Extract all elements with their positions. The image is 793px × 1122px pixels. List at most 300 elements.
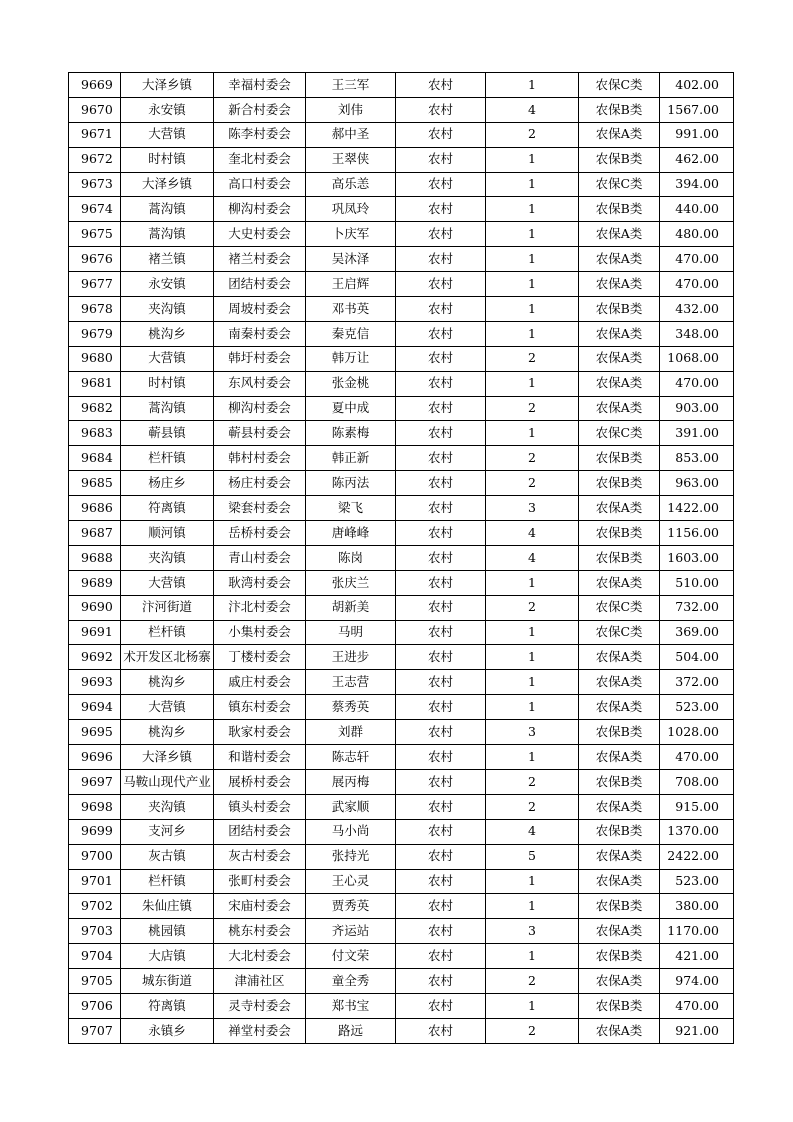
amount-cell: 470.00 <box>660 993 734 1018</box>
count-cell: 1 <box>486 247 579 272</box>
category-cell: 农保A类 <box>579 745 660 770</box>
count-cell: 1 <box>486 272 579 297</box>
category-cell: 农保A类 <box>579 1018 660 1043</box>
category-cell: 农保A类 <box>579 919 660 944</box>
category-cell: 农保A类 <box>579 346 660 371</box>
category-cell: 农保B类 <box>579 720 660 745</box>
category-cell: 农保C类 <box>579 73 660 98</box>
record-id-cell: 9677 <box>69 272 121 297</box>
table-row <box>69 396 734 421</box>
name-cell: 付文荣 <box>306 944 396 969</box>
area-type-cell: 农村 <box>396 272 486 297</box>
town-cell: 栏杆镇 <box>121 869 214 894</box>
amount-cell: 470.00 <box>660 247 734 272</box>
area-type-cell: 农村 <box>396 794 486 819</box>
count-cell: 2 <box>486 595 579 620</box>
count-cell: 2 <box>486 396 579 421</box>
area-type-cell: 农村 <box>396 819 486 844</box>
records-table-body <box>69 73 734 1044</box>
record-id-cell: 9688 <box>69 545 121 570</box>
table-row <box>69 496 734 521</box>
name-cell: 马小尚 <box>306 819 396 844</box>
town-cell: 术开发区北杨寨 <box>121 645 214 670</box>
record-id-cell: 9683 <box>69 421 121 446</box>
record-id-cell: 9703 <box>69 919 121 944</box>
town-cell: 夹沟镇 <box>121 794 214 819</box>
record-id-cell: 9682 <box>69 396 121 421</box>
area-type-cell: 农村 <box>396 720 486 745</box>
area-type-cell: 农村 <box>396 545 486 570</box>
town-cell: 大营镇 <box>121 695 214 720</box>
village-cell: 镇东村委会 <box>214 695 306 720</box>
amount-cell: 523.00 <box>660 869 734 894</box>
count-cell: 1 <box>486 745 579 770</box>
town-cell: 时村镇 <box>121 371 214 396</box>
category-cell: 农保A类 <box>579 695 660 720</box>
town-cell: 汴河街道 <box>121 595 214 620</box>
name-cell: 路远 <box>306 1018 396 1043</box>
name-cell: 刘伟 <box>306 97 396 122</box>
amount-cell: 915.00 <box>660 794 734 819</box>
count-cell: 2 <box>486 769 579 794</box>
town-cell: 栏杆镇 <box>121 620 214 645</box>
category-cell: 农保A类 <box>579 844 660 869</box>
amount-cell: 853.00 <box>660 446 734 471</box>
amount-cell: 1603.00 <box>660 545 734 570</box>
record-id-cell: 9689 <box>69 570 121 595</box>
village-cell: 高口村委会 <box>214 172 306 197</box>
amount-cell: 470.00 <box>660 272 734 297</box>
amount-cell: 504.00 <box>660 645 734 670</box>
area-type-cell: 农村 <box>396 944 486 969</box>
table-row <box>69 869 734 894</box>
area-type-cell: 农村 <box>396 371 486 396</box>
village-cell: 岳桥村委会 <box>214 521 306 546</box>
area-type-cell: 农村 <box>396 346 486 371</box>
count-cell: 1 <box>486 197 579 222</box>
village-cell: 南秦村委会 <box>214 321 306 346</box>
count-cell: 1 <box>486 73 579 98</box>
name-cell: 王三军 <box>306 73 396 98</box>
area-type-cell: 农村 <box>396 620 486 645</box>
name-cell: 陈志轩 <box>306 745 396 770</box>
record-id-cell: 9698 <box>69 794 121 819</box>
town-cell: 大泽乡镇 <box>121 73 214 98</box>
category-cell: 农保A类 <box>579 321 660 346</box>
category-cell: 农保C类 <box>579 620 660 645</box>
area-type-cell: 农村 <box>396 645 486 670</box>
amount-cell: 1170.00 <box>660 919 734 944</box>
amount-cell: 1028.00 <box>660 720 734 745</box>
town-cell: 朱仙庄镇 <box>121 894 214 919</box>
name-cell: 王志营 <box>306 670 396 695</box>
area-type-cell: 农村 <box>396 97 486 122</box>
count-cell: 1 <box>486 321 579 346</box>
category-cell: 农保A类 <box>579 496 660 521</box>
table-row <box>69 297 734 322</box>
record-id-cell: 9694 <box>69 695 121 720</box>
town-cell: 灰古镇 <box>121 844 214 869</box>
category-cell: 农保B类 <box>579 993 660 1018</box>
count-cell: 1 <box>486 421 579 446</box>
record-id-cell: 9700 <box>69 844 121 869</box>
amount-cell: 510.00 <box>660 570 734 595</box>
amount-cell: 523.00 <box>660 695 734 720</box>
record-id-cell: 9691 <box>69 620 121 645</box>
category-cell: 农保B类 <box>579 197 660 222</box>
count-cell: 1 <box>486 222 579 247</box>
town-cell: 大泽乡镇 <box>121 172 214 197</box>
table-row <box>69 446 734 471</box>
category-cell: 农保A类 <box>579 371 660 396</box>
town-cell: 城东街道 <box>121 969 214 994</box>
area-type-cell: 农村 <box>396 471 486 496</box>
count-cell: 2 <box>486 446 579 471</box>
amount-cell: 470.00 <box>660 371 734 396</box>
table-row <box>69 620 734 645</box>
count-cell: 4 <box>486 545 579 570</box>
amount-cell: 974.00 <box>660 969 734 994</box>
category-cell: 农保B类 <box>579 819 660 844</box>
area-type-cell: 农村 <box>396 894 486 919</box>
area-type-cell: 农村 <box>396 73 486 98</box>
village-cell: 幸福村委会 <box>214 73 306 98</box>
table-row <box>69 521 734 546</box>
village-cell: 梁套村委会 <box>214 496 306 521</box>
table-row <box>69 769 734 794</box>
count-cell: 4 <box>486 819 579 844</box>
count-cell: 2 <box>486 346 579 371</box>
record-id-cell: 9673 <box>69 172 121 197</box>
record-id-cell: 9670 <box>69 97 121 122</box>
amount-cell: 432.00 <box>660 297 734 322</box>
name-cell: 齐运站 <box>306 919 396 944</box>
category-cell: 农保A类 <box>579 969 660 994</box>
category-cell: 农保B类 <box>579 446 660 471</box>
record-id-cell: 9690 <box>69 595 121 620</box>
village-cell: 耿湾村委会 <box>214 570 306 595</box>
count-cell: 1 <box>486 570 579 595</box>
name-cell: 武家顺 <box>306 794 396 819</box>
amount-cell: 1156.00 <box>660 521 734 546</box>
village-cell: 周坡村委会 <box>214 297 306 322</box>
category-cell: 农保A类 <box>579 247 660 272</box>
village-cell: 韩圩村委会 <box>214 346 306 371</box>
area-type-cell: 农村 <box>396 321 486 346</box>
village-cell: 团结村委会 <box>214 819 306 844</box>
town-cell: 大营镇 <box>121 122 214 147</box>
category-cell: 农保A类 <box>579 222 660 247</box>
amount-cell: 903.00 <box>660 396 734 421</box>
town-cell: 蕲县镇 <box>121 421 214 446</box>
village-cell: 奎北村委会 <box>214 147 306 172</box>
town-cell: 栏杆镇 <box>121 446 214 471</box>
category-cell: 农保B类 <box>579 944 660 969</box>
category-cell: 农保B类 <box>579 97 660 122</box>
village-cell: 杨庄村委会 <box>214 471 306 496</box>
category-cell: 农保B类 <box>579 769 660 794</box>
name-cell: 陈素梅 <box>306 421 396 446</box>
name-cell: 王翠侠 <box>306 147 396 172</box>
town-cell: 大营镇 <box>121 570 214 595</box>
amount-cell: 470.00 <box>660 745 734 770</box>
area-type-cell: 农村 <box>396 122 486 147</box>
table-row <box>69 73 734 98</box>
amount-cell: 1422.00 <box>660 496 734 521</box>
town-cell: 大营镇 <box>121 346 214 371</box>
category-cell: 农保A类 <box>579 794 660 819</box>
record-id-cell: 9679 <box>69 321 121 346</box>
town-cell: 时村镇 <box>121 147 214 172</box>
name-cell: 王启辉 <box>306 272 396 297</box>
area-type-cell: 农村 <box>396 247 486 272</box>
table-row <box>69 720 734 745</box>
area-type-cell: 农村 <box>396 993 486 1018</box>
name-cell: 胡新美 <box>306 595 396 620</box>
category-cell: 农保A类 <box>579 396 660 421</box>
table-row <box>69 570 734 595</box>
village-cell: 宋庙村委会 <box>214 894 306 919</box>
amount-cell: 380.00 <box>660 894 734 919</box>
category-cell: 农保B类 <box>579 147 660 172</box>
town-cell: 夹沟镇 <box>121 297 214 322</box>
amount-cell: 1567.00 <box>660 97 734 122</box>
amount-cell: 963.00 <box>660 471 734 496</box>
record-id-cell: 9675 <box>69 222 121 247</box>
count-cell: 1 <box>486 645 579 670</box>
record-id-cell: 9704 <box>69 944 121 969</box>
name-cell: 贾秀英 <box>306 894 396 919</box>
table-row <box>69 172 734 197</box>
amount-cell: 440.00 <box>660 197 734 222</box>
category-cell: 农保A类 <box>579 570 660 595</box>
area-type-cell: 农村 <box>396 869 486 894</box>
town-cell: 夹沟镇 <box>121 545 214 570</box>
category-cell: 农保A类 <box>579 122 660 147</box>
amount-cell: 1068.00 <box>660 346 734 371</box>
table-row <box>69 545 734 570</box>
count-cell: 4 <box>486 521 579 546</box>
village-cell: 柳沟村委会 <box>214 396 306 421</box>
record-id-cell: 9696 <box>69 745 121 770</box>
village-cell: 镇头村委会 <box>214 794 306 819</box>
record-id-cell: 9686 <box>69 496 121 521</box>
category-cell: 农保B类 <box>579 521 660 546</box>
amount-cell: 991.00 <box>660 122 734 147</box>
area-type-cell: 农村 <box>396 172 486 197</box>
name-cell: 童全秀 <box>306 969 396 994</box>
village-cell: 耿家村委会 <box>214 720 306 745</box>
name-cell: 夏中成 <box>306 396 396 421</box>
amount-cell: 708.00 <box>660 769 734 794</box>
area-type-cell: 农村 <box>396 421 486 446</box>
name-cell: 陈岗 <box>306 545 396 570</box>
amount-cell: 369.00 <box>660 620 734 645</box>
category-cell: 农保C类 <box>579 172 660 197</box>
table-row <box>69 197 734 222</box>
village-cell: 戚庄村委会 <box>214 670 306 695</box>
village-cell: 陈李村委会 <box>214 122 306 147</box>
amount-cell: 394.00 <box>660 172 734 197</box>
area-type-cell: 农村 <box>396 496 486 521</box>
table-row <box>69 222 734 247</box>
name-cell: 郝中圣 <box>306 122 396 147</box>
name-cell: 邓书英 <box>306 297 396 322</box>
record-id-cell: 9695 <box>69 720 121 745</box>
amount-cell: 402.00 <box>660 73 734 98</box>
table-row <box>69 645 734 670</box>
name-cell: 卜庆军 <box>306 222 396 247</box>
table-row <box>69 944 734 969</box>
area-type-cell: 农村 <box>396 844 486 869</box>
village-cell: 桃东村委会 <box>214 919 306 944</box>
record-id-cell: 9699 <box>69 819 121 844</box>
village-cell: 小集村委会 <box>214 620 306 645</box>
village-cell: 褚兰村委会 <box>214 247 306 272</box>
category-cell: 农保A类 <box>579 869 660 894</box>
town-cell: 大店镇 <box>121 944 214 969</box>
table-row <box>69 695 734 720</box>
area-type-cell: 农村 <box>396 670 486 695</box>
table-row <box>69 670 734 695</box>
name-cell: 王进步 <box>306 645 396 670</box>
area-type-cell: 农村 <box>396 521 486 546</box>
record-id-cell: 9678 <box>69 297 121 322</box>
table-row <box>69 346 734 371</box>
name-cell: 张持光 <box>306 844 396 869</box>
record-id-cell: 9684 <box>69 446 121 471</box>
name-cell: 高乐恙 <box>306 172 396 197</box>
count-cell: 1 <box>486 894 579 919</box>
village-cell: 柳沟村委会 <box>214 197 306 222</box>
table-row <box>69 595 734 620</box>
town-cell: 永镇乡 <box>121 1018 214 1043</box>
table-row <box>69 122 734 147</box>
table-row <box>69 97 734 122</box>
amount-cell: 921.00 <box>660 1018 734 1043</box>
table-row <box>69 745 734 770</box>
town-cell: 蒿沟镇 <box>121 222 214 247</box>
name-cell: 梁飞 <box>306 496 396 521</box>
name-cell: 郑书宝 <box>306 993 396 1018</box>
record-id-cell: 9671 <box>69 122 121 147</box>
town-cell: 支河乡 <box>121 819 214 844</box>
category-cell: 农保B类 <box>579 545 660 570</box>
record-id-cell: 9672 <box>69 147 121 172</box>
table-row <box>69 371 734 396</box>
town-cell: 蒿沟镇 <box>121 396 214 421</box>
count-cell: 2 <box>486 122 579 147</box>
name-cell: 王心灵 <box>306 869 396 894</box>
name-cell: 陈丙法 <box>306 471 396 496</box>
amount-cell: 732.00 <box>660 595 734 620</box>
table-row <box>69 969 734 994</box>
count-cell: 3 <box>486 919 579 944</box>
name-cell: 秦克信 <box>306 321 396 346</box>
count-cell: 1 <box>486 695 579 720</box>
area-type-cell: 农村 <box>396 969 486 994</box>
area-type-cell: 农村 <box>396 695 486 720</box>
record-id-cell: 9705 <box>69 969 121 994</box>
count-cell: 2 <box>486 969 579 994</box>
area-type-cell: 农村 <box>396 297 486 322</box>
records-table <box>68 72 734 1044</box>
town-cell: 符离镇 <box>121 496 214 521</box>
town-cell: 杨庄乡 <box>121 471 214 496</box>
table-row <box>69 421 734 446</box>
town-cell: 蒿沟镇 <box>121 197 214 222</box>
table-row <box>69 247 734 272</box>
village-cell: 东风村委会 <box>214 371 306 396</box>
area-type-cell: 农村 <box>396 570 486 595</box>
category-cell: 农保B类 <box>579 894 660 919</box>
record-id-cell: 9687 <box>69 521 121 546</box>
town-cell: 桃园镇 <box>121 919 214 944</box>
table-row <box>69 919 734 944</box>
category-cell: 农保C类 <box>579 421 660 446</box>
town-cell: 符离镇 <box>121 993 214 1018</box>
record-id-cell: 9701 <box>69 869 121 894</box>
name-cell: 张金桃 <box>306 371 396 396</box>
table-row <box>69 471 734 496</box>
table-row <box>69 272 734 297</box>
amount-cell: 2422.00 <box>660 844 734 869</box>
name-cell: 展丙梅 <box>306 769 396 794</box>
table-row <box>69 794 734 819</box>
table-row <box>69 993 734 1018</box>
record-id-cell: 9674 <box>69 197 121 222</box>
record-id-cell: 9702 <box>69 894 121 919</box>
count-cell: 3 <box>486 496 579 521</box>
village-cell: 大北村委会 <box>214 944 306 969</box>
area-type-cell: 农村 <box>396 396 486 421</box>
category-cell: 农保A类 <box>579 645 660 670</box>
record-id-cell: 9676 <box>69 247 121 272</box>
count-cell: 2 <box>486 471 579 496</box>
record-id-cell: 9692 <box>69 645 121 670</box>
town-cell: 马鞍山现代产业 <box>121 769 214 794</box>
record-id-cell: 9693 <box>69 670 121 695</box>
area-type-cell: 农村 <box>396 919 486 944</box>
amount-cell: 480.00 <box>660 222 734 247</box>
village-cell: 灵寺村委会 <box>214 993 306 1018</box>
record-id-cell: 9669 <box>69 73 121 98</box>
count-cell: 4 <box>486 97 579 122</box>
table-row <box>69 844 734 869</box>
town-cell: 桃沟乡 <box>121 670 214 695</box>
record-id-cell: 9707 <box>69 1018 121 1043</box>
area-type-cell: 农村 <box>396 1018 486 1043</box>
village-cell: 青山村委会 <box>214 545 306 570</box>
name-cell: 张庆兰 <box>306 570 396 595</box>
count-cell: 1 <box>486 993 579 1018</box>
name-cell: 吴沐泽 <box>306 247 396 272</box>
amount-cell: 372.00 <box>660 670 734 695</box>
count-cell: 5 <box>486 844 579 869</box>
area-type-cell: 农村 <box>396 222 486 247</box>
table-row <box>69 819 734 844</box>
name-cell: 马明 <box>306 620 396 645</box>
area-type-cell: 农村 <box>396 147 486 172</box>
area-type-cell: 农村 <box>396 595 486 620</box>
name-cell: 蔡秀英 <box>306 695 396 720</box>
area-type-cell: 农村 <box>396 197 486 222</box>
amount-cell: 391.00 <box>660 421 734 446</box>
count-cell: 3 <box>486 720 579 745</box>
village-cell: 丁楼村委会 <box>214 645 306 670</box>
amount-cell: 421.00 <box>660 944 734 969</box>
table-row <box>69 321 734 346</box>
